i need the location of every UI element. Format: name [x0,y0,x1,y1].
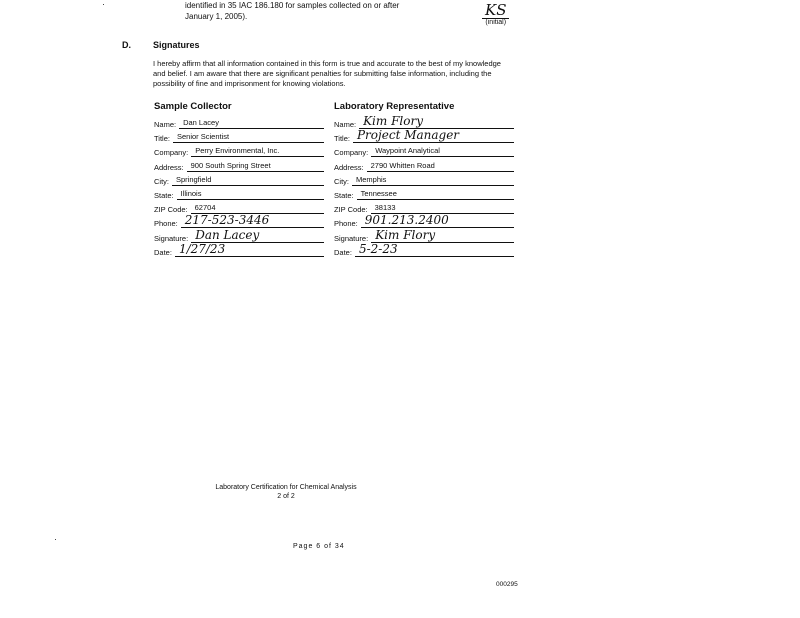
field-value: Memphis [352,174,514,186]
field-label: City: [334,176,349,186]
initial-box [482,2,509,26]
handwritten-value: 5-2-23 [355,243,514,257]
field-row [154,229,324,243]
field-value: Springfield [172,174,324,186]
form-footer [0,483,572,501]
field-label: ZIP Code: [334,205,368,215]
initial-label: (initial) [485,19,507,26]
field-row [154,200,324,214]
section-letter: D. [122,40,131,50]
field-label: Phone: [154,219,178,229]
initial-mark: KS [482,2,509,19]
field-label: Name: [334,120,357,129]
form-page: 2 of 2 [277,493,295,500]
field-label: Company: [334,148,369,158]
field-label: Phone: [334,219,358,229]
handwritten-value: 1/27/23 [175,243,324,257]
field-row [154,186,324,200]
field-row [334,214,514,228]
field-label: Signature: [154,233,189,243]
field-row [154,115,324,129]
field-row [154,243,324,257]
field-label: ZIP Code: [154,205,188,215]
previous-item-line-1: identified in 35 IAC 186.180 for samples collected on or after [185,1,400,10]
field-row [334,243,514,257]
field-value: Dan Lacey [179,117,324,129]
field-value: Illinois [177,188,324,200]
field-row [334,172,514,186]
document-number: 000295 [496,581,518,588]
field-row [334,200,514,214]
field-row [334,143,514,157]
field-label: Company: [154,148,189,158]
field-value: 900 South Spring Street [187,160,324,172]
field-label: Address: [154,162,184,172]
handwritten-value: Kim Flory [359,115,514,129]
affirmation-paragraph: I hereby affirm that all information contained in this form is true and accurate to the best of my knowledge and belief. I am aware that there are significant penalties for submitting false information, including the possibility of fine and imprisonment for knowing violations. [153,59,501,88]
field-value: Waypoint Analytical [371,145,514,157]
previous-item-line-2: January 1, 2005). [185,12,248,21]
field-value: 38133 [371,202,514,214]
handwritten-value: Kim Flory [371,229,514,243]
scan-speck [55,539,56,540]
scan-speck [103,4,104,5]
field-label: Address: [334,162,364,172]
field-row [154,129,324,143]
handwritten-value: 901.213.2400 [361,214,514,228]
field-row [154,214,324,228]
field-value: 2790 Whitten Road [367,160,514,172]
previous-item-text [185,0,399,22]
sample-collector-heading: Sample Collector [154,101,232,112]
section-title: Signatures [153,40,200,50]
field-row [334,158,514,172]
field-label: Date: [334,247,352,257]
field-label: Title: [334,134,350,144]
field-row [154,143,324,157]
field-row [154,172,324,186]
handwritten-value: Dan Lacey [191,229,324,243]
field-row [334,115,514,129]
field-label: Date: [154,247,172,257]
field-label: Name: [154,120,177,129]
field-row [334,229,514,243]
field-label: City: [154,176,169,186]
field-row [334,129,514,143]
field-value: Perry Environmental, Inc. [191,145,324,157]
handwritten-value: Project Manager [353,129,514,143]
field-value: Senior Scientist [173,131,324,143]
field-value: Tennessee [357,188,514,200]
field-label: State: [154,191,174,200]
form-name: Laboratory Certification for Chemical Analysis [215,484,357,491]
lab-representative-heading: Laboratory Representative [334,101,455,112]
field-label: State: [334,191,354,200]
field-label: Signature: [334,233,369,243]
field-label: Title: [154,134,170,144]
field-row [154,158,324,172]
handwritten-value: 217-523-3446 [181,214,324,228]
page-number: Page 6 of 34 [293,543,345,550]
field-row [334,186,514,200]
field-value: 62704 [191,202,324,214]
